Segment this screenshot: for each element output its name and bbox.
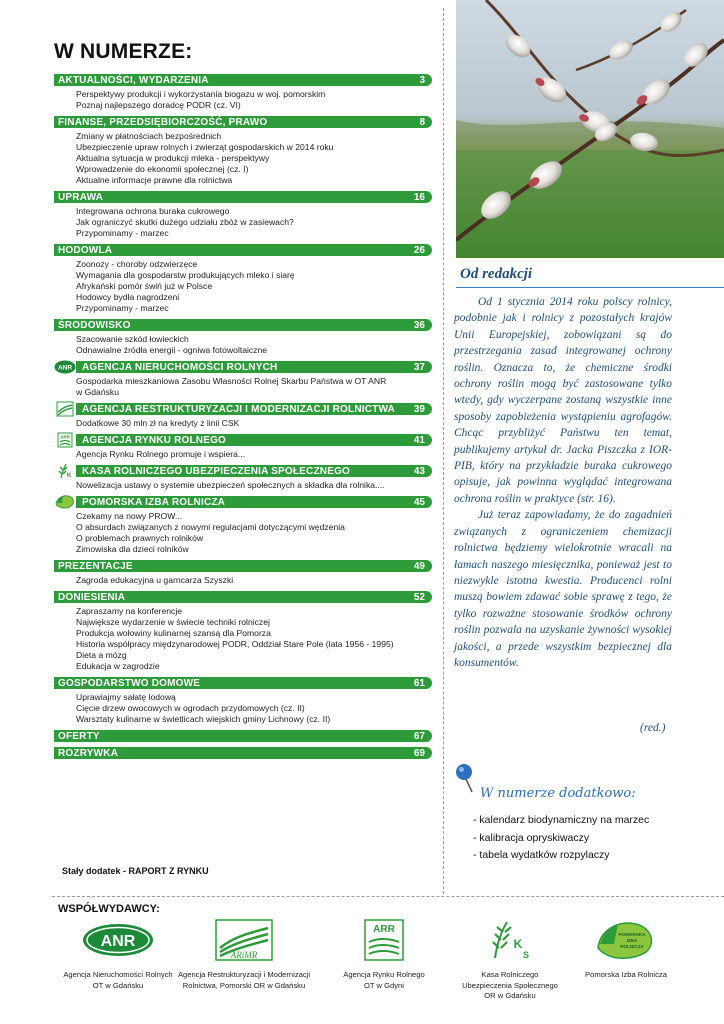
- editorial-title: Od redakcji: [460, 266, 533, 282]
- section-page-number: 37: [413, 361, 425, 373]
- toc-item[interactable]: Zmiany w płatnościach bezpośrednich: [76, 131, 222, 141]
- toc-item[interactable]: Dieta a mózg: [76, 650, 127, 660]
- toc-item[interactable]: Jak ograniczyć skutki dużego udziału zbóż w zasiewach?: [76, 217, 294, 227]
- svg-text:K: K: [66, 473, 72, 479]
- section-header[interactable]: [54, 560, 432, 572]
- section-label: UPRAWA: [58, 191, 104, 203]
- section-items: [54, 603, 432, 672]
- section-header[interactable]: [54, 465, 432, 477]
- toc-section: [54, 747, 432, 759]
- toc-item[interactable]: Czekamy na nowy PROW...: [76, 511, 183, 521]
- section-items: [54, 256, 432, 314]
- toc-item[interactable]: Produkcja wołowiny kulinarnej szansą dla Pomorza: [76, 628, 271, 638]
- table-of-contents: [54, 74, 432, 764]
- section-header-bar: [54, 730, 432, 742]
- toc-item[interactable]: Wymagania dla gospodarstw produkujących mleko i siarę: [76, 270, 295, 280]
- permanent-supplement: Stały dodatek - RAPORT Z RYNKU: [62, 866, 209, 876]
- copublisher-anr: [48, 918, 188, 991]
- section-header[interactable]: [54, 434, 432, 446]
- list-item: - tabela wydatków rozpylaczy: [473, 849, 610, 861]
- section-items: [54, 331, 432, 356]
- section-label: AKTUALNOŚCI, WYDARZENIA: [58, 74, 209, 86]
- section-label: AGENCJA NIERUCHOMOŚCI ROLNYCH: [82, 361, 278, 373]
- toc-section: [54, 465, 432, 491]
- section-page-number: 8: [419, 116, 425, 128]
- toc-section: [54, 403, 432, 429]
- section-header[interactable]: [54, 591, 432, 603]
- toc-item[interactable]: Poznaj najlepszego doradcę PODR (cz. VI): [76, 100, 241, 110]
- extras-list: [473, 812, 649, 865]
- arr-logo: [314, 918, 454, 962]
- copublisher-caption: Agencja Rynku Rolnego OT w Gdyni: [343, 970, 425, 990]
- arimr-logo: [174, 918, 314, 962]
- toc-title: W NUMERZE:: [54, 40, 193, 63]
- section-items: [54, 128, 432, 186]
- section-header[interactable]: [54, 191, 432, 203]
- svg-text:ARiMR: ARiMR: [230, 950, 258, 960]
- section-items: [54, 477, 432, 491]
- toc-item[interactable]: O problemach prawnych rolników: [76, 533, 204, 543]
- section-header[interactable]: [54, 677, 432, 689]
- section-page-number: 52: [413, 591, 425, 603]
- toc-item[interactable]: Integrowana ochrona buraka cukrowego: [76, 206, 230, 216]
- toc-section: [54, 591, 432, 672]
- toc-item[interactable]: Odnawialne źródła energii - ogniwa fotowoltaiczne: [76, 345, 268, 355]
- toc-item[interactable]: Perspektywy produkcji i wykorzystania biogazu w woj. pomorskim: [76, 89, 326, 99]
- svg-text:S: S: [522, 950, 530, 960]
- section-header[interactable]: [54, 116, 432, 128]
- section-label: AGENCJA RESTRUKTURYZACJI I MODERNIZACJI ROLNICTWA: [82, 403, 395, 415]
- svg-text:ANR: ANR: [57, 364, 73, 372]
- section-items: [54, 203, 432, 239]
- svg-text:POMORSKA: POMORSKA: [618, 932, 646, 937]
- list-item: - kalibracja opryskiwaczy: [473, 831, 590, 844]
- toc-section: [54, 496, 432, 555]
- section-label: OFERTY: [58, 730, 100, 742]
- toc-item[interactable]: Cięcie drzew owocowych w ogrodach przydomowych (cz. II): [76, 703, 305, 713]
- column-divider: [443, 8, 444, 894]
- svg-text:ROLNICZA: ROLNICZA: [620, 944, 644, 949]
- toc-item[interactable]: Największe wydarzenie w świecie techniki rolniczej: [76, 617, 270, 627]
- section-items: [54, 373, 432, 398]
- list-item: - kalendarz biodynamiczny na marzec: [473, 814, 650, 826]
- toc-item[interactable]: Szacowanie szkód łowieckich: [76, 334, 189, 344]
- toc-item[interactable]: Zoonozy - choroby odzwierzęce: [76, 259, 198, 269]
- section-page-number: 39: [413, 403, 425, 415]
- toc-section: [54, 730, 432, 742]
- section-header[interactable]: [54, 730, 432, 742]
- copublisher-caption: Agencja Restrukturyzacji i Modernizacji Rolnictwa, Pomorski OR w Gdańsku: [177, 970, 311, 990]
- section-page-number: 36: [413, 319, 425, 331]
- toc-item[interactable]: Aktualne informacje prawne dla rolnictwa: [76, 175, 233, 185]
- toc-section: [54, 244, 432, 314]
- editorial-signature: (red.): [640, 722, 666, 734]
- pussy-willow-photo: [456, 0, 724, 258]
- copublishers-title: WSPÓŁWYDAWCY:: [58, 903, 160, 915]
- copublisher-caption: Agencja Nieruchomości Rolnych OT w Gdańsku: [63, 970, 173, 990]
- section-page-number: 16: [413, 191, 425, 203]
- editorial-rule: [456, 287, 724, 288]
- toc-item[interactable]: Agencja Rynku Rolnego promuje i wspiera...: [76, 449, 246, 459]
- section-label: POMORSKA IZBA ROLNICZA: [82, 496, 226, 508]
- section-header[interactable]: [54, 496, 432, 508]
- toc-item[interactable]: Uprawiajmy sałatę lodową: [76, 692, 176, 702]
- editorial-paragraph: Już teraz zapowiadamy, że do zagadnień związanych z ograniczeniem chemizacji rolnictwa będziemy wielokrotnie wracali na łamach naszego miesięcznika, ponieważ jest to niezwykle istotna kwestia. Producenci rolni muszą bowiem zdawać sobie sprawę z tego, że tylko rozważne stosowanie środków ochrony roślin pozwala na uzyskanie żywności wysokiej jakości, a przede wszystkim bezpiecznej dla konsumentów.: [454, 509, 672, 669]
- section-page-number: 49: [413, 560, 425, 572]
- section-label: PREZENTACJE: [58, 560, 133, 572]
- svg-text:ANR: ANR: [100, 933, 136, 950]
- toc-item[interactable]: Zapraszamy na konferencje: [76, 606, 183, 616]
- toc-item[interactable]: Edukacja w zagrodzie: [76, 661, 160, 671]
- section-label: ŚRODOWISKO: [58, 319, 131, 331]
- section-header[interactable]: [54, 319, 432, 331]
- section-label: GOSPODARSTWO DOMOWE: [58, 677, 201, 689]
- section-page-number: 45: [413, 496, 425, 508]
- toc-item[interactable]: Historia współpracy międzynarodowej PODR, Oddział Stare Pole (lata 1956 - 1995): [76, 639, 394, 649]
- editorial-paragraph: Od 1 stycznia 2014 roku polscy rolnicy, podobnie jak i rolnicy z pozostałych krajów Unii Europejskiej, zobowiązani są do przestrzegania zasad integrowanej ochrony roślin. Oznacza to, że chemiczne środki ochrony roślin mogą być zastosowane tylko wtedy, gdy wyczerpane zostaną wszystkie inne sposoby zapobieżenia wystąpieniu agrofagów. Chcąc przybliżyć Państwu ten temat, publikujemy artykuł dr. Jacka Piszczka z IOR-PIB, który na przykładzie buraka cukrowego opisuje, jak powinna wyglądać integrowana ochrona roślin w praktyce (str. 16).: [454, 296, 672, 505]
- svg-text:K: K: [513, 937, 523, 951]
- toc-section: [54, 434, 432, 460]
- section-items: [54, 446, 432, 460]
- section-header[interactable]: [54, 747, 432, 759]
- toc-section: [54, 560, 432, 586]
- toc-item[interactable]: Gospodarka mieszkaniowa Zasobu Własności Rolnej Skarbu Państwa w OT ANR: [76, 376, 387, 386]
- section-header[interactable]: [54, 244, 432, 256]
- toc-section: [54, 677, 432, 725]
- copublisher-arr: [314, 918, 454, 991]
- toc-item[interactable]: Hodowcy bydła nagrodzeni: [76, 292, 180, 302]
- section-label: KASA ROLNICZEGO UBEZPIECZENIA SPOŁECZNEGO: [82, 465, 351, 477]
- toc-item[interactable]: O absurdach związanych z nowymi regulacjami dotyczącymi wędzenia: [76, 522, 345, 532]
- section-page-number: 61: [413, 677, 425, 689]
- section-label: AGENCJA RYNKU ROLNEGO: [82, 434, 227, 446]
- pir-logo: [556, 918, 696, 962]
- section-page-number: 69: [413, 747, 425, 759]
- section-page-number: 26: [413, 244, 425, 256]
- section-items: [54, 508, 432, 555]
- toc-item[interactable]: Wprowadzenie do ekonomii społecznej (cz. I): [76, 164, 249, 174]
- toc-item[interactable]: Zagroda edukacyjna u garncarza Szyszki: [76, 575, 234, 585]
- toc-item[interactable]: Aktualna sytuacja w produkcji mleka - perspektywy: [76, 153, 270, 163]
- copublisher-arimr: [174, 918, 314, 991]
- svg-text:ARR: ARR: [60, 434, 70, 440]
- toc-section: [54, 191, 432, 239]
- section-items: [54, 86, 432, 111]
- toc-item[interactable]: Afrykański pomór świń już w Polsce: [76, 281, 213, 291]
- anr-logo: [48, 918, 188, 962]
- copublisher-caption: Pomorska Izba Rolnicza: [585, 970, 667, 979]
- copublisher-caption: Kasa Rolniczego Ubezpieczenia Społecznego OR w Gdańsku: [462, 970, 558, 1000]
- section-label: FINANSE, PRZEDSIĘBIORCZOŚĆ, PRAWO: [58, 116, 268, 128]
- toc-item[interactable]: Przypominamy - marzec: [76, 303, 169, 313]
- toc-section: [54, 319, 432, 356]
- section-page-number: 43: [413, 465, 425, 477]
- section-header[interactable]: [54, 403, 432, 415]
- section-header[interactable]: [54, 361, 432, 373]
- footer-divider: [52, 896, 724, 897]
- svg-text:ARR: ARR: [373, 924, 395, 935]
- section-items: [54, 689, 432, 725]
- section-page-number: 3: [419, 74, 425, 86]
- section-header[interactable]: [54, 74, 432, 86]
- toc-section: [54, 361, 432, 398]
- copublisher-pir: [556, 918, 696, 981]
- toc-item[interactable]: Przypominamy - marzec: [76, 228, 169, 238]
- section-page-number: 41: [413, 434, 425, 446]
- toc-item[interactable]: Dodatkowe 30 mln zł na kredyty z linii CSK: [76, 418, 240, 428]
- svg-text:IZBA: IZBA: [626, 938, 638, 943]
- section-header-bar: [54, 191, 432, 203]
- pushpin-icon: [452, 762, 478, 799]
- section-items: [54, 572, 432, 586]
- toc-item[interactable]: Ubezpieczenie upraw rolnych i zwierząt gospodarskich w 2014 roku: [76, 142, 334, 152]
- section-label: HODOWLA: [58, 244, 113, 256]
- toc-section: [54, 74, 432, 111]
- toc-item[interactable]: Zimowiska dla dzieci rolników: [76, 544, 189, 554]
- editorial-body: [454, 294, 672, 671]
- section-page-number: 67: [413, 730, 425, 742]
- toc-item[interactable]: w Gdańsku: [76, 387, 119, 397]
- toc-section: [54, 116, 432, 186]
- extras-title: W numerze dodatkowo:: [480, 786, 636, 801]
- section-label: DONIESIENIA: [58, 591, 126, 603]
- toc-item[interactable]: Warsztaty kulinarne w świetlicach wiejskich gminy Lichnowy (cz. II): [76, 714, 331, 724]
- section-label: ROZRYWKA: [58, 747, 119, 759]
- section-items: [54, 415, 432, 429]
- toc-item[interactable]: Nowelizacja ustawy o systemie ubezpieczeń społecznych a składka dla rolnika....: [76, 480, 385, 490]
